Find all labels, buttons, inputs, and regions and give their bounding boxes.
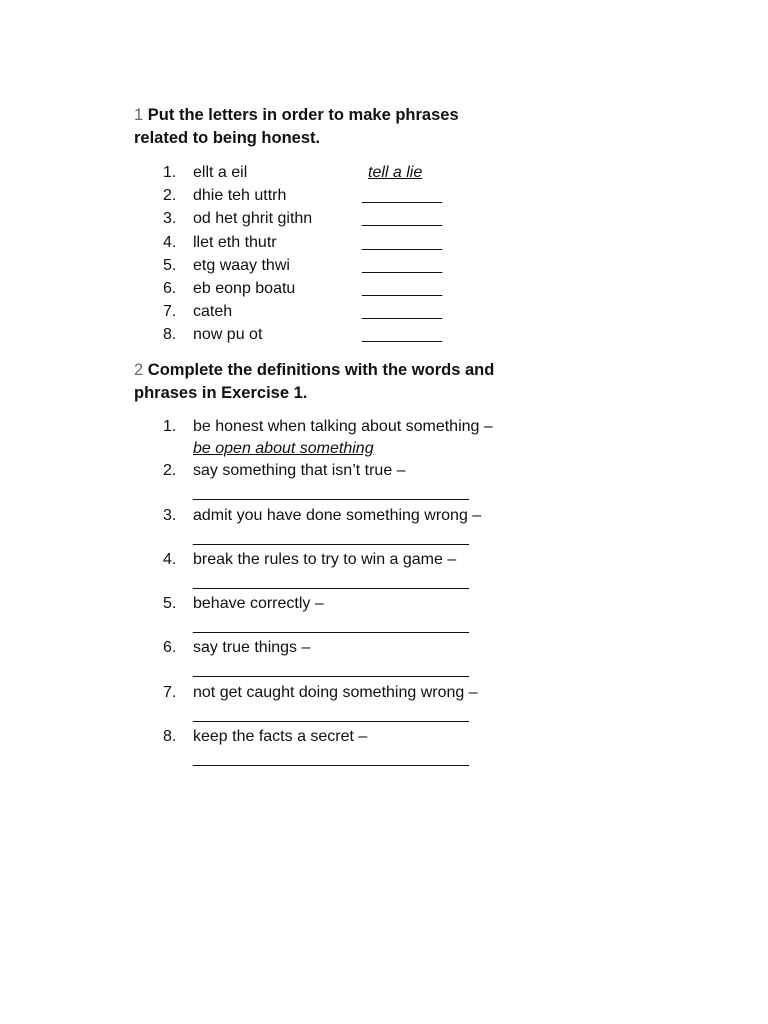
- item-number: 2.: [163, 462, 177, 480]
- exercise-2-title-line-2: phrases in Exercise 1.: [134, 384, 308, 402]
- list-item: [0, 549, 768, 593]
- list-item: [0, 207, 768, 230]
- exercise-2-number: 2: [134, 361, 144, 379]
- item-number: 5.: [163, 256, 177, 274]
- list-item: [0, 505, 768, 549]
- scrambled-phrase: dhie teh uttrh: [193, 187, 287, 205]
- answer-blank[interactable]: _______________________________: [193, 572, 469, 590]
- exercise-2-title-line-1: Complete the definitions with the words and: [147, 361, 495, 379]
- exercise-1-title-line-1: Put the letters in order to make phrases: [147, 106, 459, 124]
- exercise-1-title-line-2: related to being honest.: [134, 129, 321, 147]
- definition-text: be honest when talking about something –: [193, 418, 493, 435]
- answer-blank[interactable]: _______________________________: [193, 484, 469, 502]
- scrambled-phrase: od het ghrit githn: [193, 210, 313, 228]
- answer-blank[interactable]: _______________________________: [193, 750, 469, 768]
- item-number: 1.: [163, 418, 177, 435]
- item-number: 4.: [163, 550, 177, 568]
- definition-text: admit you have done something wrong –: [193, 506, 482, 524]
- scrambled-phrase: now pu ot: [193, 326, 263, 344]
- exercise-1-heading: [134, 104, 554, 150]
- answer-blank[interactable]: _______________________________: [193, 661, 469, 679]
- answer-blank[interactable]: _______________________________: [193, 617, 469, 635]
- item-number: 7.: [163, 683, 177, 701]
- scrambled-phrase: etg waay thwi: [193, 256, 290, 274]
- list-item: [0, 416, 768, 460]
- item-number: 1.: [163, 164, 177, 181]
- list-item: [0, 593, 768, 637]
- answer-blank[interactable]: _________: [362, 210, 443, 228]
- item-number: 3.: [163, 506, 177, 524]
- list-item: [0, 323, 768, 346]
- list-item: [0, 460, 768, 504]
- exercise-2-list: [0, 416, 768, 770]
- list-item: [0, 254, 768, 277]
- item-number: 2.: [163, 187, 177, 205]
- list-item: [0, 637, 768, 681]
- item-number: 7.: [163, 303, 177, 321]
- item-number: 6.: [163, 639, 177, 657]
- answer-blank[interactable]: _________: [362, 233, 443, 251]
- definition-text: say true things –: [193, 639, 311, 657]
- definition-text: not get caught doing something wrong –: [193, 683, 478, 701]
- example-answer: tell a lie: [368, 164, 423, 181]
- definition-text: break the rules to try to win a game –: [193, 550, 457, 568]
- answer-blank[interactable]: _______________________________: [193, 528, 469, 546]
- list-item: [0, 300, 768, 323]
- item-number: 5.: [163, 595, 177, 613]
- answer-blank[interactable]: _________: [362, 279, 443, 297]
- scrambled-phrase: eb eonp boatu: [193, 279, 296, 297]
- definition-text: say something that isn’t true –: [193, 462, 406, 480]
- exercise-1-number: 1: [134, 106, 144, 124]
- list-item: [0, 682, 768, 726]
- example-answer: be open about something: [193, 440, 374, 457]
- list-item: [0, 161, 768, 184]
- scrambled-phrase: llet eth thutr: [193, 233, 277, 251]
- list-item: [0, 231, 768, 254]
- answer-blank[interactable]: _______________________________: [193, 705, 469, 723]
- answer-blank[interactable]: _________: [362, 303, 443, 321]
- definition-text: keep the facts a secret –: [193, 728, 368, 746]
- list-item: [0, 184, 768, 207]
- item-number: 4.: [163, 233, 177, 251]
- item-number: 8.: [163, 326, 177, 344]
- answer-blank[interactable]: _________: [362, 256, 443, 274]
- list-item: [0, 726, 768, 770]
- exercise-2-heading: [134, 359, 554, 405]
- scrambled-phrase: ellt a eil: [193, 164, 248, 181]
- scrambled-phrase: cateh: [193, 303, 233, 321]
- item-number: 3.: [163, 210, 177, 228]
- item-number: 6.: [163, 279, 177, 297]
- exercise-1-list: [0, 161, 768, 347]
- item-number: 8.: [163, 728, 177, 746]
- answer-blank[interactable]: _________: [362, 326, 443, 344]
- definition-text: behave correctly –: [193, 595, 324, 613]
- list-item: [0, 277, 768, 300]
- answer-blank[interactable]: _________: [362, 187, 443, 205]
